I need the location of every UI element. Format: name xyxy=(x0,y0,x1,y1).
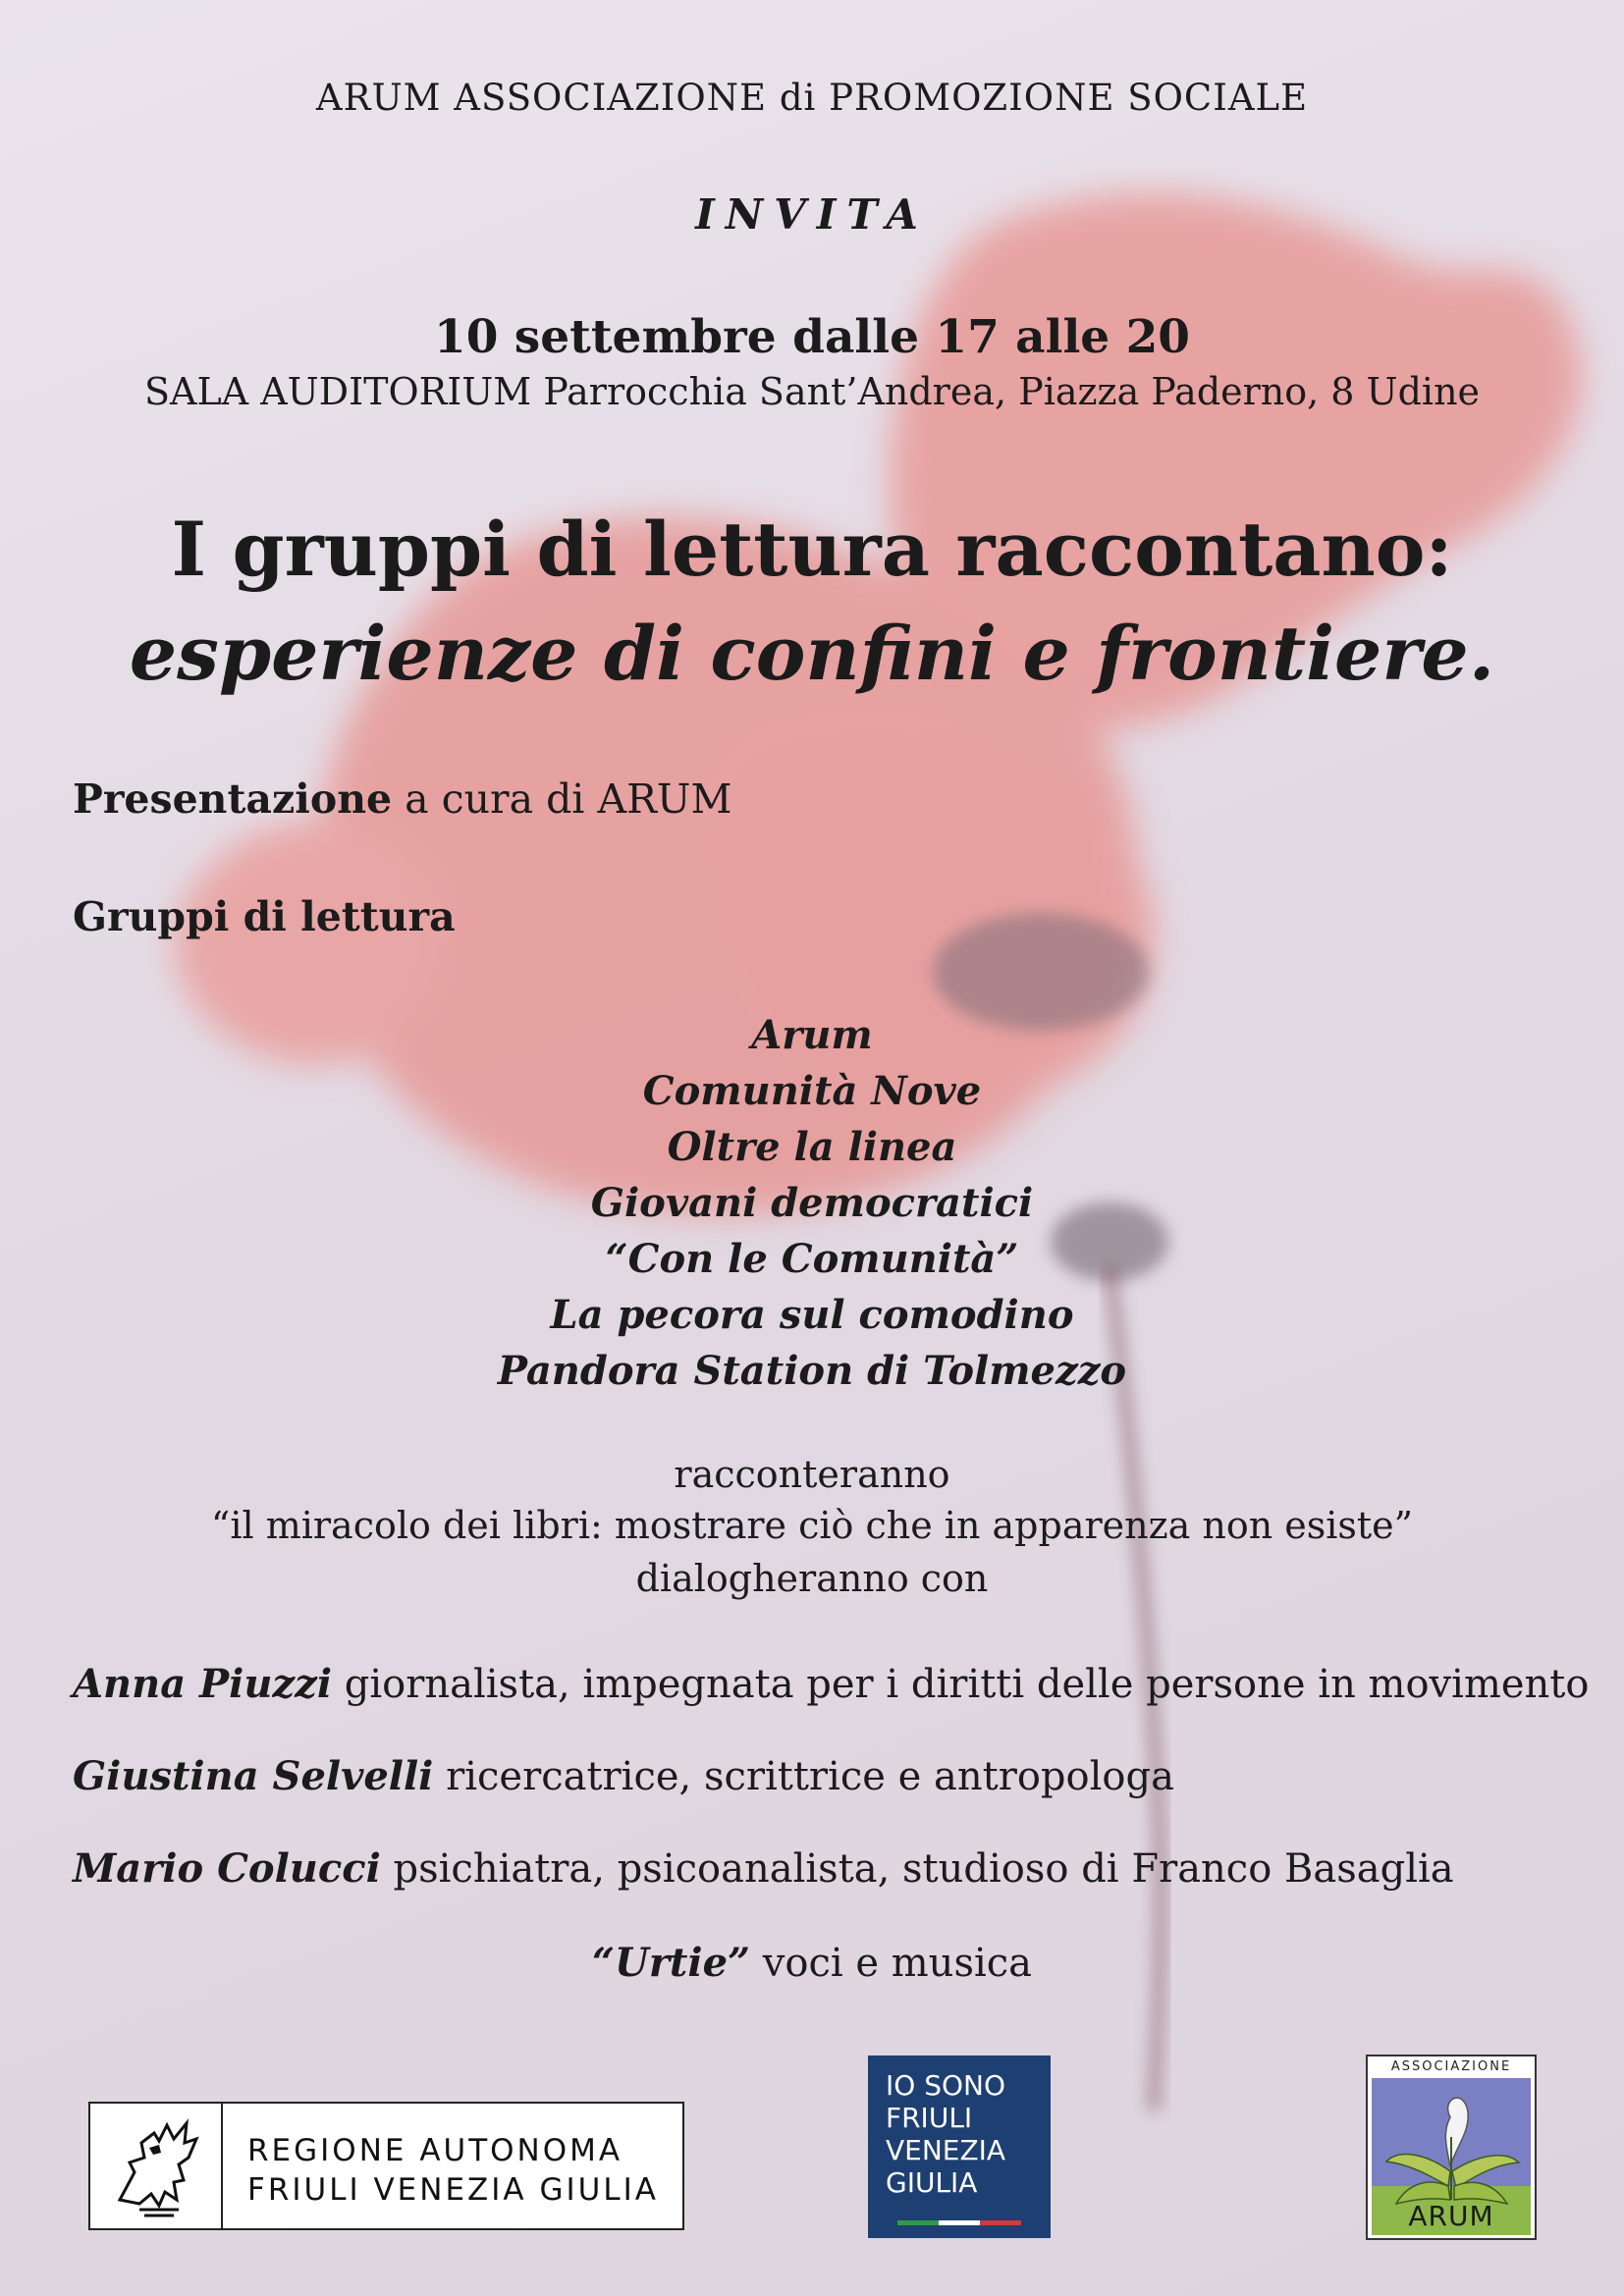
music-line xyxy=(0,1940,1624,1986)
narration-line-3: dialogheranno con xyxy=(635,1557,989,1600)
italian-flag-icon xyxy=(897,2220,1021,2225)
event-title: I gruppi di lettura raccontano: xyxy=(171,506,1453,593)
music-name: “Urtie” xyxy=(591,1940,751,1986)
speaker-row xyxy=(73,1845,1454,1892)
presentation-label: Presentazione xyxy=(73,775,393,823)
group-item: Oltre la linea xyxy=(667,1124,957,1170)
speaker-name: Giustina Selvelli xyxy=(73,1753,434,1799)
speaker-row xyxy=(73,1753,1174,1799)
presentation-text: a cura di ARUM xyxy=(392,775,732,823)
group-item: “Con le Comunità” xyxy=(605,1236,1019,1282)
regione-line-1: REGIONE AUTONOMA xyxy=(247,2133,623,2168)
arum-logo xyxy=(1366,2055,1537,2240)
arum-logo-name: ARUM xyxy=(1408,2200,1494,2232)
speaker-row xyxy=(73,1661,1589,1707)
groups-list xyxy=(0,1007,1624,1399)
group-item: Pandora Station di Tolmezzo xyxy=(497,1348,1127,1394)
groups-heading: Gruppi di lettura xyxy=(73,893,456,940)
eagle-icon xyxy=(90,2104,223,2228)
group-item: Comunità Nove xyxy=(642,1068,982,1114)
event-date: 10 settembre dalle 17 alle 20 xyxy=(434,310,1190,364)
music-text: voci e musica xyxy=(750,1941,1033,1986)
regione-line-2: FRIULI VENEZIA GIULIA xyxy=(247,2172,659,2208)
speaker-role: psichiatra, psicoanalista, studioso di Franco Basaglia xyxy=(380,1846,1454,1892)
fvg-line: VENEZIA xyxy=(886,2134,1006,2166)
speaker-role: giornalista, impegnata per i diritti delle persone in movimento xyxy=(332,1662,1590,1707)
fvg-line: GIULIA xyxy=(886,2166,978,2199)
io-sono-fvg-logo xyxy=(868,2056,1051,2238)
presentation-line xyxy=(73,775,731,823)
arum-logo-header: ASSOCIAZIONE xyxy=(1390,2059,1512,2074)
fvg-line: FRIULI xyxy=(886,2102,973,2134)
speaker-name: Anna Piuzzi xyxy=(73,1661,333,1707)
narration-quote: “il miracolo dei libri: mostrare ciò che in apparenza non esiste” xyxy=(210,1504,1414,1547)
regione-fvg-logo xyxy=(88,2102,684,2230)
association-name: ARUM ASSOCIAZIONE di PROMOZIONE SOCIALE xyxy=(315,77,1309,119)
group-item: La pecora sul comodino xyxy=(550,1292,1074,1338)
speaker-name: Mario Colucci xyxy=(73,1845,381,1892)
event-venue: SALA AUDITORIUM Parrocchia Sant’Andrea, Piazza Paderno, 8 Udine xyxy=(143,370,1481,413)
speaker-role: ricercatrice, scrittrice e antropologa xyxy=(433,1754,1174,1799)
narration-line-1: racconteranno xyxy=(674,1453,950,1496)
invita-heading: INVITA xyxy=(695,190,929,239)
group-item: Giovani democratici xyxy=(590,1180,1034,1226)
fvg-line: IO SONO xyxy=(886,2069,1005,2102)
group-item: Arum xyxy=(751,1012,873,1058)
event-subtitle: esperienze di confini e frontiere. xyxy=(129,610,1495,697)
